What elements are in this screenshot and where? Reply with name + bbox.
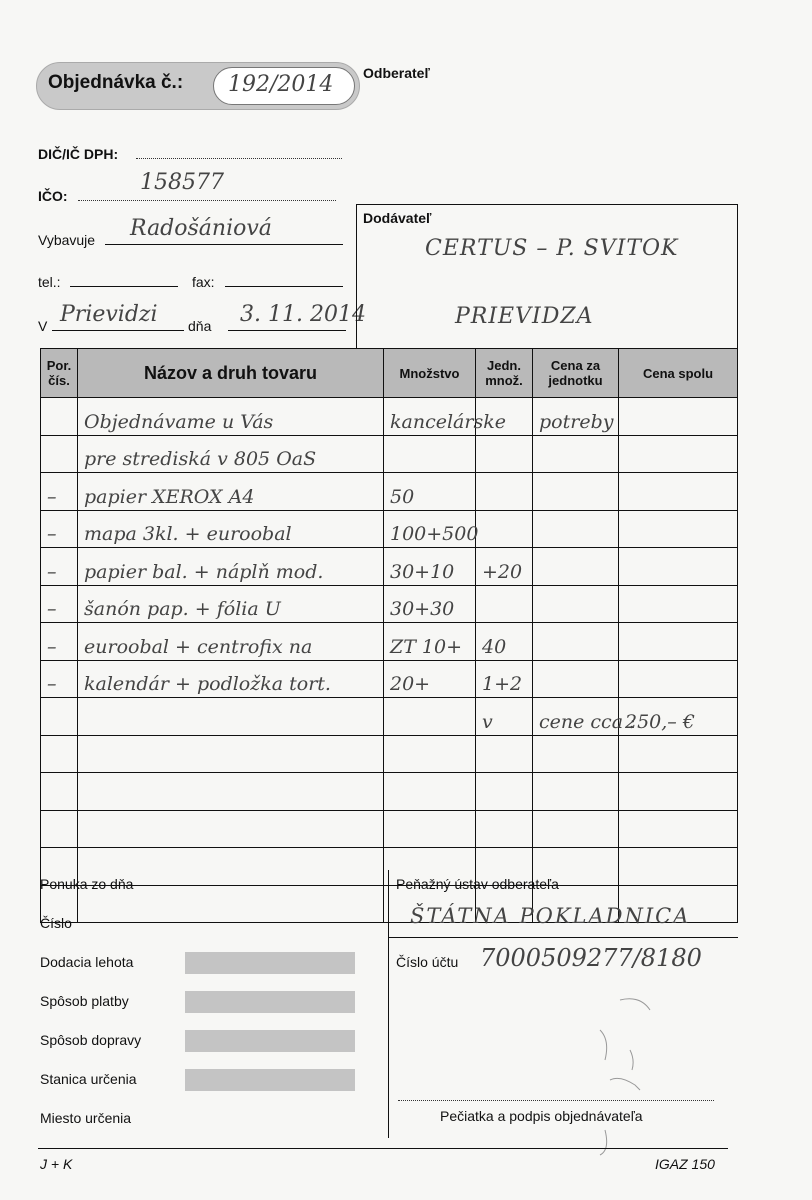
cell-cena-spolu: [619, 660, 738, 698]
table-body: [41, 398, 738, 923]
platba-label: Spôsob platby: [40, 993, 129, 1009]
signature-mark: [580, 990, 670, 1160]
place-value: Prievidzi: [60, 302, 158, 327]
stanica-field: [185, 1069, 355, 1091]
order-number: 192/2014: [228, 72, 334, 97]
cell-por: [41, 435, 78, 473]
cell-cena-za: [533, 810, 619, 848]
table-row: [41, 773, 738, 811]
table-row: [41, 810, 738, 848]
header-mnozstvo: Množstvo: [384, 349, 476, 398]
cell-mnozstvo: 20+: [384, 660, 476, 698]
cell-mnozstvo: [384, 435, 476, 473]
cell-cena-spolu: [619, 773, 738, 811]
cell-jedn: +20: [476, 548, 533, 586]
cell-cena-spolu: [619, 473, 738, 511]
cell-cena-za: [533, 735, 619, 773]
ico-label: IČO:: [38, 188, 68, 204]
cell-jedn: [476, 435, 533, 473]
header-jedn: Jedn. množ.: [476, 349, 533, 398]
footer-right: IGAZ 150: [655, 1156, 715, 1172]
table-row: [41, 735, 738, 773]
vybavuje-label: Vybavuje: [38, 232, 96, 248]
cell-mnozstvo: ZT 10+: [384, 623, 476, 661]
cell-mnozstvo: 50: [384, 473, 476, 511]
cell-cena-spolu: [619, 398, 738, 436]
cell-por: [41, 698, 78, 736]
v-label: V: [38, 318, 48, 334]
cell-por: [41, 735, 78, 773]
table-header-row: [41, 349, 738, 398]
cell-jedn: [476, 510, 533, 548]
doprava-label: Spôsob dopravy: [40, 1032, 142, 1048]
cell-nazov: papier XEROX A4: [78, 473, 384, 511]
supplier-line1: CERTUS – P. SVITOK: [425, 236, 679, 261]
table-row: [41, 698, 738, 736]
header-nazov: Názov a druh tovaru: [78, 349, 384, 398]
odberatel-label: Odberateľ: [363, 65, 430, 81]
cell-por: –: [41, 548, 78, 586]
supplier-label: Dodávateľ: [363, 210, 432, 226]
tel-field: [70, 286, 178, 287]
cell-cena-za: [533, 435, 619, 473]
cell-mnozstvo: 30+10: [384, 548, 476, 586]
cell-cena-spolu: [619, 623, 738, 661]
cell-por: –: [41, 660, 78, 698]
cell-mnozstvo: [384, 810, 476, 848]
order-label: Objednávka č.:: [48, 72, 184, 93]
cell-nazov: [78, 810, 384, 848]
cell-nazov: pre strediská v 805 OaS: [78, 435, 384, 473]
header-cena-spolu: Cena spolu: [619, 349, 738, 398]
cell-cena-spolu: [619, 548, 738, 586]
cell-mnozstvo: 100+500: [384, 510, 476, 548]
cell-mnozstvo: [384, 773, 476, 811]
cell-cena-za: [533, 585, 619, 623]
doprava-field: [185, 1030, 355, 1052]
cell-nazov: šanón pap. + fólia U: [78, 585, 384, 623]
cell-por: –: [41, 623, 78, 661]
table-row: [41, 435, 738, 473]
bottom-divider: [388, 870, 389, 1138]
dna-label: dňa: [188, 318, 212, 334]
footer-left: J + K: [40, 1156, 73, 1172]
cell-nazov: euroobal + centrofix na: [78, 623, 384, 661]
cell-jedn: [476, 810, 533, 848]
cell-por: –: [41, 473, 78, 511]
cell-nazov: Objednávame u Vás: [78, 398, 384, 436]
vybavuje-field: [105, 244, 343, 245]
table-row: [41, 585, 738, 623]
cell-cena-spolu: [619, 585, 738, 623]
fax-field: [225, 286, 343, 287]
place-field: [52, 330, 184, 331]
header-por: Por. čís.: [41, 349, 78, 398]
dodacia-field: [185, 952, 355, 974]
date-value: 3. 11. 2014: [240, 302, 366, 327]
ponuka-label: Ponuka zo dňa: [40, 876, 134, 892]
supplier-line2: PRIEVIDZA: [455, 304, 594, 329]
dic-field: [136, 158, 342, 159]
cell-mnozstvo: [384, 735, 476, 773]
table-row: [41, 848, 738, 886]
cell-por: –: [41, 510, 78, 548]
table-row: [41, 548, 738, 586]
cell-cena-za: [533, 623, 619, 661]
cell-por: [41, 398, 78, 436]
cell-cena-za: [533, 773, 619, 811]
cell-cena-za: [533, 473, 619, 511]
cell-jedn: [476, 473, 533, 511]
table-row: [41, 510, 738, 548]
cell-jedn: [476, 585, 533, 623]
cell-por: –: [41, 585, 78, 623]
cell-cena-spolu: [619, 810, 738, 848]
cell-cena-spolu: [619, 848, 738, 886]
cislo-label: Číslo: [40, 915, 72, 931]
account-label: Číslo účtu: [396, 954, 459, 970]
dic-label: DIČ/IČ DPH:: [38, 146, 119, 162]
bank-divider: [388, 937, 738, 938]
cell-cena-spolu: 250,– €: [619, 698, 738, 736]
cell-nazov: [78, 698, 384, 736]
platba-field: [185, 991, 355, 1013]
cell-jedn: [476, 735, 533, 773]
header-cena-za: Cena za jednotku: [533, 349, 619, 398]
cell-nazov: [78, 735, 384, 773]
cell-por: [41, 773, 78, 811]
ico-value: 158577: [140, 170, 224, 195]
table-row: [41, 660, 738, 698]
ico-field: [78, 200, 336, 201]
cell-jedn: v: [476, 698, 533, 736]
bank-value: ŠTÁTNA POKLADNICA: [410, 904, 691, 928]
cell-cena-za: [533, 510, 619, 548]
cell-nazov: mapa 3kl. + euroobal: [78, 510, 384, 548]
cell-por: [41, 810, 78, 848]
cell-nazov: papier bal. + náplň mod.: [78, 548, 384, 586]
dodacia-label: Dodacia lehota: [40, 954, 134, 970]
cell-jedn: 40: [476, 623, 533, 661]
stamp-label: Pečiatka a podpis objednávateľa: [440, 1108, 643, 1124]
date-field: [228, 330, 346, 331]
stanica-label: Stanica určenia: [40, 1071, 137, 1087]
account-value: 7000509277/8180: [480, 944, 702, 972]
vybavuje-value: Radošániová: [130, 216, 272, 241]
footer-rule: [38, 1148, 728, 1149]
cell-jedn: 1+2: [476, 660, 533, 698]
cell-mnozstvo: [384, 698, 476, 736]
cell-cena-za: cene cca :: [533, 698, 619, 736]
items-table: [40, 348, 738, 923]
cell-cena-za: potreby: [533, 398, 619, 436]
miesto-label: Miesto určenia: [40, 1110, 132, 1126]
table-row: [41, 623, 738, 661]
table-row: [41, 473, 738, 511]
bank-label: Peňažný ústav odberateľa: [396, 876, 559, 892]
cell-nazov: kalendár + podložka tort.: [78, 660, 384, 698]
cell-nazov: [78, 773, 384, 811]
table-row: [41, 398, 738, 436]
cell-mnozstvo: kancelárske: [384, 398, 476, 436]
cell-mnozstvo: 30+30: [384, 585, 476, 623]
cell-cena-spolu: [619, 510, 738, 548]
cell-cena-spolu: [619, 735, 738, 773]
cell-cena-za: [533, 548, 619, 586]
cell-cena-spolu: [619, 435, 738, 473]
tel-label: tel.:: [38, 274, 61, 290]
cell-jedn: [476, 773, 533, 811]
fax-label: fax:: [192, 274, 215, 290]
cell-cena-za: [533, 660, 619, 698]
